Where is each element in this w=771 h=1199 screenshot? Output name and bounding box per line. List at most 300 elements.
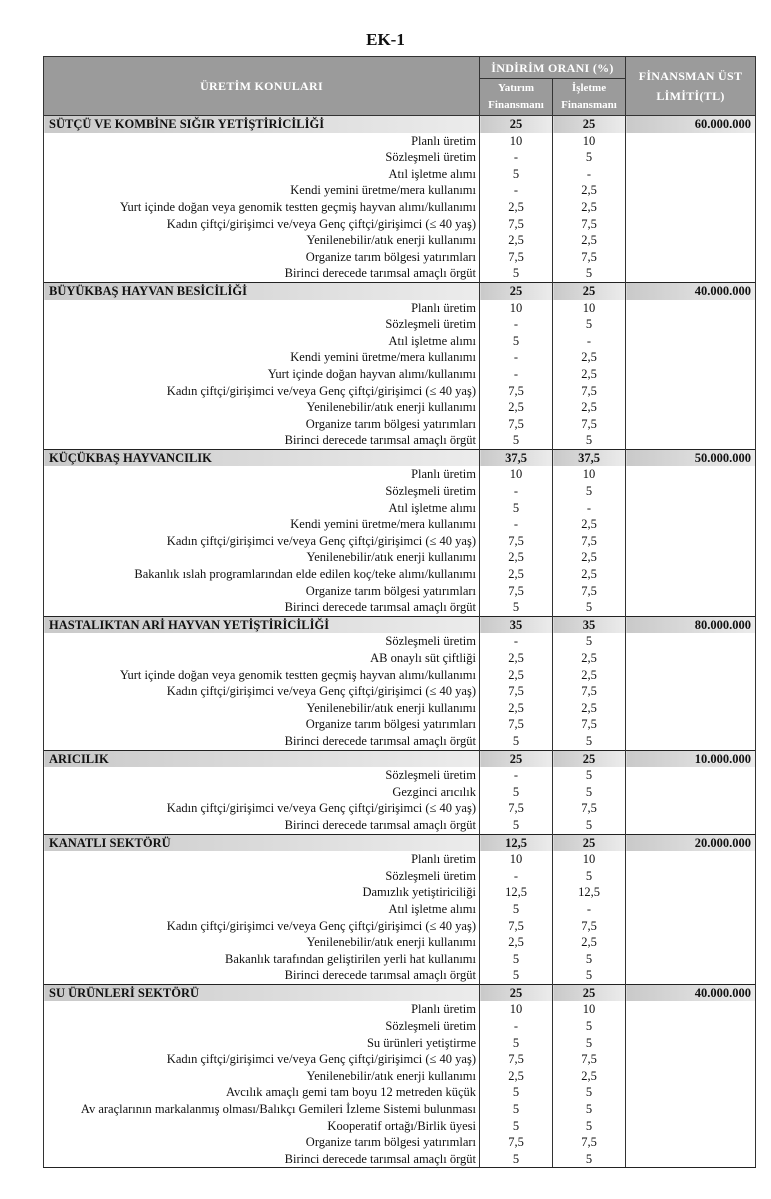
document-title: EK-1 — [366, 30, 405, 49]
table-row — [44, 583, 756, 600]
table-row — [44, 166, 756, 183]
table-row — [44, 533, 756, 550]
section-yatirim-rate: 35 — [480, 616, 553, 633]
table-row — [44, 265, 756, 282]
table-row — [44, 432, 756, 449]
limit-empty-cell — [626, 1134, 756, 1151]
limit-empty-cell — [626, 149, 756, 166]
yatirim-value: 7,5 — [480, 383, 553, 400]
isletme-value: 5 — [553, 1101, 626, 1118]
table-row — [44, 349, 756, 366]
criteria-label: Su ürünleri yetiştirme — [44, 1035, 480, 1052]
criteria-label: Atıl işletme alımı — [44, 166, 480, 183]
yatirim-value: 2,5 — [480, 700, 553, 717]
limit-empty-cell — [626, 716, 756, 733]
table-row — [44, 901, 756, 918]
yatirim-value: 2,5 — [480, 199, 553, 216]
yatirim-value: 7,5 — [480, 216, 553, 233]
isletme-value: 7,5 — [553, 1134, 626, 1151]
limit-empty-cell — [626, 784, 756, 801]
yatirim-value: 5 — [480, 951, 553, 968]
limit-empty-cell — [626, 300, 756, 317]
limit-empty-cell — [626, 817, 756, 834]
limit-empty-cell — [626, 851, 756, 868]
criteria-label: AB onaylı süt çiftliği — [44, 650, 480, 667]
criteria-label: Kendi yemini üretme/mera kullanımı — [44, 182, 480, 199]
table-row — [44, 1134, 756, 1151]
limit-empty-cell — [626, 500, 756, 517]
criteria-label: Damızlık yetiştiriciliği — [44, 884, 480, 901]
isletme-value: 5 — [553, 432, 626, 449]
criteria-label: Birinci derecede tarımsal amaçlı örgüt — [44, 432, 480, 449]
isletme-value: 5 — [553, 599, 626, 616]
isletme-value: 2,5 — [553, 366, 626, 383]
yatirim-value: - — [480, 483, 553, 500]
limit-empty-cell — [626, 951, 756, 968]
limit-empty-cell — [626, 800, 756, 817]
section-yatirim-rate: 37,5 — [480, 449, 553, 466]
table-body — [44, 116, 756, 1168]
section-header-row — [44, 984, 756, 1001]
criteria-label: Kadın çiftçi/girişimci ve/veya Genç çiftçi/girişimci (≤ 40 yaş) — [44, 918, 480, 935]
criteria-label: Bakanlık tarafından geliştirilen yerli hat kullanımı — [44, 951, 480, 968]
section-isletme-rate: 25 — [553, 116, 626, 133]
limit-empty-cell — [626, 868, 756, 885]
limit-empty-cell — [626, 316, 756, 333]
limit-empty-cell — [626, 1035, 756, 1052]
criteria-label: Kadın çiftçi/girişimci ve/veya Genç çiftçi/girişimci (≤ 40 yaş) — [44, 1051, 480, 1068]
table-row — [44, 667, 756, 684]
limit-empty-cell — [626, 1101, 756, 1118]
table-row — [44, 767, 756, 784]
header-isletme-line2: Finansmanı — [561, 99, 617, 112]
criteria-label: Kooperatif ortağı/Birlik üyesi — [44, 1118, 480, 1135]
section-yatirim-rate: 12,5 — [480, 834, 553, 851]
isletme-value: 5 — [553, 316, 626, 333]
criteria-label: Organize tarım bölgesi yatırımları — [44, 583, 480, 600]
section-isletme-rate: 25 — [553, 750, 626, 767]
table-row — [44, 182, 756, 199]
criteria-label: Kadın çiftçi/girişimci ve/veya Genç çiftçi/girişimci (≤ 40 yaş) — [44, 533, 480, 550]
yatirim-value: 7,5 — [480, 716, 553, 733]
table-row — [44, 249, 756, 266]
yatirim-value: 2,5 — [480, 232, 553, 249]
table-row — [44, 683, 756, 700]
yatirim-value: - — [480, 182, 553, 199]
isletme-value: 7,5 — [553, 216, 626, 233]
section-yatirim-rate: 25 — [480, 116, 553, 133]
yatirim-value: - — [480, 1018, 553, 1035]
yatirim-value: 7,5 — [480, 918, 553, 935]
limit-empty-cell — [626, 1068, 756, 1085]
isletme-value: 7,5 — [553, 1051, 626, 1068]
yatirim-value: 10 — [480, 133, 553, 150]
header-isletme-finansmani — [553, 79, 626, 116]
yatirim-value: 5 — [480, 1151, 553, 1168]
limit-empty-cell — [626, 967, 756, 984]
table-row — [44, 1051, 756, 1068]
table-row — [44, 817, 756, 834]
limit-empty-cell — [626, 516, 756, 533]
limit-empty-cell — [626, 583, 756, 600]
section-header-row — [44, 449, 756, 466]
table-row — [44, 232, 756, 249]
criteria-label: Kendi yemini üretme/mera kullanımı — [44, 349, 480, 366]
criteria-label: Yenilenebilir/atık enerji kullanımı — [44, 399, 480, 416]
table-row — [44, 466, 756, 483]
section-name: KÜÇÜKBAŞ HAYVANCILIK — [44, 449, 480, 466]
criteria-label: Sözleşmeli üretim — [44, 633, 480, 650]
section-name: SÜTÇÜ VE KOMBİNE SIĞIR YETİŞTİRİCİLİĞİ — [44, 116, 480, 133]
isletme-value: - — [553, 333, 626, 350]
section-header-row — [44, 616, 756, 633]
isletme-value: 7,5 — [553, 383, 626, 400]
yatirim-value: 5 — [480, 1084, 553, 1101]
yatirim-value: 2,5 — [480, 650, 553, 667]
criteria-label: Kendi yemini üretme/mera kullanımı — [44, 516, 480, 533]
limit-empty-cell — [626, 700, 756, 717]
criteria-label: Yenilenebilir/atık enerji kullanımı — [44, 1068, 480, 1085]
section-name: SU ÜRÜNLERİ SEKTÖRÜ — [44, 984, 480, 1001]
isletme-value: 5 — [553, 1084, 626, 1101]
limit-empty-cell — [626, 599, 756, 616]
table-row — [44, 500, 756, 517]
isletme-value: 5 — [553, 951, 626, 968]
criteria-label: Planlı üretim — [44, 466, 480, 483]
isletme-value: - — [553, 500, 626, 517]
yatirim-value: 2,5 — [480, 1068, 553, 1085]
yatirim-value: 2,5 — [480, 667, 553, 684]
limit-empty-cell — [626, 667, 756, 684]
yatirim-value: 7,5 — [480, 416, 553, 433]
table-row — [44, 399, 756, 416]
header-yatirim-line1: Yatırım — [497, 82, 535, 95]
table-row — [44, 316, 756, 333]
isletme-value: 5 — [553, 1035, 626, 1052]
header-isletme-line1: İşletme — [571, 82, 607, 95]
header-yatirim-finansmani — [480, 79, 553, 116]
limit-empty-cell — [626, 1151, 756, 1168]
header-indirim-orani: İNDİRİM ORANI (%) — [480, 57, 626, 79]
yatirim-value: - — [480, 868, 553, 885]
table-row — [44, 868, 756, 885]
limit-empty-cell — [626, 399, 756, 416]
yatirim-value: 10 — [480, 1001, 553, 1018]
criteria-label: Av araçlarının markalanmış olması/Balıkçı Gemileri İzleme Sistemi bulunması — [44, 1101, 480, 1118]
limit-empty-cell — [626, 483, 756, 500]
criteria-label: Birinci derecede tarımsal amaçlı örgüt — [44, 599, 480, 616]
table-row — [44, 483, 756, 500]
criteria-label: Yurt içinde doğan hayvan alımı/kullanımı — [44, 366, 480, 383]
criteria-label: Sözleşmeli üretim — [44, 767, 480, 784]
limit-empty-cell — [626, 265, 756, 282]
header-limit-line2: LİMİTİ(TL) — [656, 89, 725, 103]
section-isletme-rate: 25 — [553, 984, 626, 1001]
limit-empty-cell — [626, 767, 756, 784]
isletme-value: 5 — [553, 633, 626, 650]
yatirim-value: - — [480, 149, 553, 166]
isletme-value: 2,5 — [553, 399, 626, 416]
table-row — [44, 599, 756, 616]
limit-empty-cell — [626, 432, 756, 449]
table-row — [44, 1101, 756, 1118]
limit-empty-cell — [626, 199, 756, 216]
section-header-row — [44, 750, 756, 767]
table-row — [44, 416, 756, 433]
yatirim-value: 7,5 — [480, 533, 553, 550]
section-isletme-rate: 25 — [553, 834, 626, 851]
table-row — [44, 918, 756, 935]
incentive-table — [43, 56, 756, 1168]
yatirim-value: 2,5 — [480, 549, 553, 566]
yatirim-value: 5 — [480, 1101, 553, 1118]
header-limit-line1: FİNANSMAN ÜST — [638, 69, 743, 83]
header-uretim-konulari: ÜRETİM KONULARI — [44, 57, 480, 116]
section-yatirim-rate: 25 — [480, 984, 553, 1001]
criteria-label: Sözleşmeli üretim — [44, 483, 480, 500]
isletme-value: 2,5 — [553, 667, 626, 684]
table-row — [44, 951, 756, 968]
limit-empty-cell — [626, 884, 756, 901]
yatirim-value: 5 — [480, 967, 553, 984]
section-limit: 40.000.000 — [626, 984, 756, 1001]
section-name: HASTALIKTAN ARİ HAYVAN YETİŞTİRİCİLİĞİ — [44, 616, 480, 633]
isletme-value: 7,5 — [553, 533, 626, 550]
isletme-value: 2,5 — [553, 650, 626, 667]
isletme-value: 5 — [553, 1118, 626, 1135]
limit-empty-cell — [626, 232, 756, 249]
table-row — [44, 300, 756, 317]
table-row — [44, 650, 756, 667]
criteria-label: Avcılık amaçlı gemi tam boyu 12 metreden küçük — [44, 1084, 480, 1101]
limit-empty-cell — [626, 166, 756, 183]
yatirim-value: 7,5 — [480, 1051, 553, 1068]
table-row — [44, 333, 756, 350]
yatirim-value: 5 — [480, 432, 553, 449]
table-row — [44, 884, 756, 901]
section-limit: 60.000.000 — [626, 116, 756, 133]
criteria-label: Yurt içinde doğan veya genomik testten geçmiş hayvan alımı/kullanımı — [44, 667, 480, 684]
yatirim-value: 7,5 — [480, 583, 553, 600]
criteria-label: Planlı üretim — [44, 300, 480, 317]
section-header-row — [44, 116, 756, 133]
limit-empty-cell — [626, 934, 756, 951]
section-isletme-rate: 25 — [553, 282, 626, 299]
table-row — [44, 633, 756, 650]
table-row — [44, 967, 756, 984]
yatirim-value: 7,5 — [480, 249, 553, 266]
yatirim-value: 10 — [480, 300, 553, 317]
yatirim-value: 5 — [480, 817, 553, 834]
isletme-value: 7,5 — [553, 583, 626, 600]
header-yatirim-line2: Finansmanı — [488, 99, 544, 112]
isletme-value: 7,5 — [553, 683, 626, 700]
criteria-label: Bakanlık ıslah programlarından elde edilen koç/teke alımı/kullanımı — [44, 566, 480, 583]
isletme-value: 2,5 — [553, 934, 626, 951]
limit-empty-cell — [626, 182, 756, 199]
criteria-label: Yurt içinde doğan veya genomik testten geçmiş hayvan alımı/kullanımı — [44, 199, 480, 216]
section-header-row — [44, 282, 756, 299]
criteria-label: Organize tarım bölgesi yatırımları — [44, 716, 480, 733]
yatirim-value: 10 — [480, 466, 553, 483]
criteria-label: Yenilenebilir/atık enerji kullanımı — [44, 549, 480, 566]
yatirim-value: 7,5 — [480, 1134, 553, 1151]
yatirim-value: 2,5 — [480, 566, 553, 583]
yatirim-value: 5 — [480, 901, 553, 918]
criteria-label: Yenilenebilir/atık enerji kullanımı — [44, 700, 480, 717]
table-row — [44, 800, 756, 817]
yatirim-value: 7,5 — [480, 800, 553, 817]
table-row — [44, 149, 756, 166]
isletme-value: 5 — [553, 483, 626, 500]
table-row — [44, 934, 756, 951]
yatirim-value: 5 — [480, 784, 553, 801]
criteria-label: Yenilenebilir/atık enerji kullanımı — [44, 934, 480, 951]
yatirim-value: 7,5 — [480, 683, 553, 700]
isletme-value: 2,5 — [553, 1068, 626, 1085]
limit-empty-cell — [626, 349, 756, 366]
section-limit: 80.000.000 — [626, 616, 756, 633]
isletme-value: 2,5 — [553, 199, 626, 216]
table-row — [44, 566, 756, 583]
limit-empty-cell — [626, 533, 756, 550]
isletme-value: 7,5 — [553, 800, 626, 817]
yatirim-value: 2,5 — [480, 399, 553, 416]
section-limit: 50.000.000 — [626, 449, 756, 466]
yatirim-value: 5 — [480, 733, 553, 750]
criteria-label: Kadın çiftçi/girişimci ve/veya Genç çiftçi/girişimci (≤ 40 yaş) — [44, 683, 480, 700]
isletme-value: 10 — [553, 133, 626, 150]
section-yatirim-rate: 25 — [480, 282, 553, 299]
section-limit: 20.000.000 — [626, 834, 756, 851]
limit-empty-cell — [626, 566, 756, 583]
criteria-label: Birinci derecede tarımsal amaçlı örgüt — [44, 817, 480, 834]
yatirim-value: - — [480, 516, 553, 533]
yatirim-value: - — [480, 316, 553, 333]
table-row — [44, 1151, 756, 1168]
limit-empty-cell — [626, 1001, 756, 1018]
criteria-label: Kadın çiftçi/girişimci ve/veya Genç çiftçi/girişimci (≤ 40 yaş) — [44, 216, 480, 233]
criteria-label: Sözleşmeli üretim — [44, 149, 480, 166]
isletme-value: - — [553, 166, 626, 183]
yatirim-value: - — [480, 633, 553, 650]
isletme-value: 10 — [553, 851, 626, 868]
limit-empty-cell — [626, 366, 756, 383]
yatirim-value: - — [480, 767, 553, 784]
criteria-label: Kadın çiftçi/girişimci ve/veya Genç çiftçi/girişimci (≤ 40 yaş) — [44, 800, 480, 817]
table-row — [44, 784, 756, 801]
limit-empty-cell — [626, 650, 756, 667]
criteria-label: Organize tarım bölgesi yatırımları — [44, 249, 480, 266]
isletme-value: 7,5 — [553, 716, 626, 733]
isletme-value: 10 — [553, 1001, 626, 1018]
isletme-value: 2,5 — [553, 566, 626, 583]
isletme-value: 5 — [553, 767, 626, 784]
table-row — [44, 851, 756, 868]
table-row — [44, 366, 756, 383]
section-isletme-rate: 37,5 — [553, 449, 626, 466]
limit-empty-cell — [626, 1051, 756, 1068]
criteria-label: Atıl işletme alımı — [44, 333, 480, 350]
table-row — [44, 1018, 756, 1035]
section-name: BÜYÜKBAŞ HAYVAN BESİCİLİĞİ — [44, 282, 480, 299]
limit-empty-cell — [626, 383, 756, 400]
limit-empty-cell — [626, 1018, 756, 1035]
limit-empty-cell — [626, 216, 756, 233]
isletme-value: 5 — [553, 733, 626, 750]
isletme-value: 5 — [553, 967, 626, 984]
table-row — [44, 733, 756, 750]
isletme-value: 5 — [553, 784, 626, 801]
limit-empty-cell — [626, 1118, 756, 1135]
isletme-value: 2,5 — [553, 549, 626, 566]
isletme-value: 5 — [553, 868, 626, 885]
table-row — [44, 383, 756, 400]
isletme-value: 2,5 — [553, 516, 626, 533]
section-yatirim-rate: 25 — [480, 750, 553, 767]
isletme-value: 10 — [553, 300, 626, 317]
criteria-label: Sözleşmeli üretim — [44, 1018, 480, 1035]
criteria-label: Organize tarım bölgesi yatırımları — [44, 416, 480, 433]
limit-empty-cell — [626, 901, 756, 918]
isletme-value: 7,5 — [553, 249, 626, 266]
header-finansman-limit — [626, 57, 756, 116]
isletme-value: 2,5 — [553, 182, 626, 199]
limit-empty-cell — [626, 1084, 756, 1101]
isletme-value: 10 — [553, 466, 626, 483]
isletme-value: 7,5 — [553, 918, 626, 935]
yatirim-value: 5 — [480, 500, 553, 517]
criteria-label: Planlı üretim — [44, 133, 480, 150]
limit-empty-cell — [626, 249, 756, 266]
criteria-label: Yenilenebilir/atık enerji kullanımı — [44, 232, 480, 249]
criteria-label: Birinci derecede tarımsal amaçlı örgüt — [44, 733, 480, 750]
criteria-label: Gezginci arıcılık — [44, 784, 480, 801]
section-limit: 40.000.000 — [626, 282, 756, 299]
section-isletme-rate: 35 — [553, 616, 626, 633]
isletme-value: 5 — [553, 265, 626, 282]
table-row — [44, 1001, 756, 1018]
criteria-label: Atıl işletme alımı — [44, 901, 480, 918]
table-row — [44, 700, 756, 717]
limit-empty-cell — [626, 466, 756, 483]
yatirim-value: 5 — [480, 333, 553, 350]
criteria-label: Birinci derecede tarımsal amaçlı örgüt — [44, 265, 480, 282]
section-header-row — [44, 834, 756, 851]
isletme-value: 2,5 — [553, 349, 626, 366]
criteria-label: Atıl işletme alımı — [44, 500, 480, 517]
yatirim-value: - — [480, 366, 553, 383]
limit-empty-cell — [626, 333, 756, 350]
section-limit: 10.000.000 — [626, 750, 756, 767]
criteria-label: Planlı üretim — [44, 851, 480, 868]
table-row — [44, 216, 756, 233]
limit-empty-cell — [626, 633, 756, 650]
yatirim-value: 12,5 — [480, 884, 553, 901]
isletme-value: 5 — [553, 1151, 626, 1168]
yatirim-value: 5 — [480, 599, 553, 616]
isletme-value: 7,5 — [553, 416, 626, 433]
yatirim-value: 5 — [480, 1035, 553, 1052]
criteria-label: Kadın çiftçi/girişimci ve/veya Genç çiftçi/girişimci (≤ 40 yaş) — [44, 383, 480, 400]
table-row — [44, 549, 756, 566]
yatirim-value: 5 — [480, 1118, 553, 1135]
table-row — [44, 1084, 756, 1101]
criteria-label: Sözleşmeli üretim — [44, 316, 480, 333]
limit-empty-cell — [626, 133, 756, 150]
limit-empty-cell — [626, 918, 756, 935]
section-name: ARICILIK — [44, 750, 480, 767]
